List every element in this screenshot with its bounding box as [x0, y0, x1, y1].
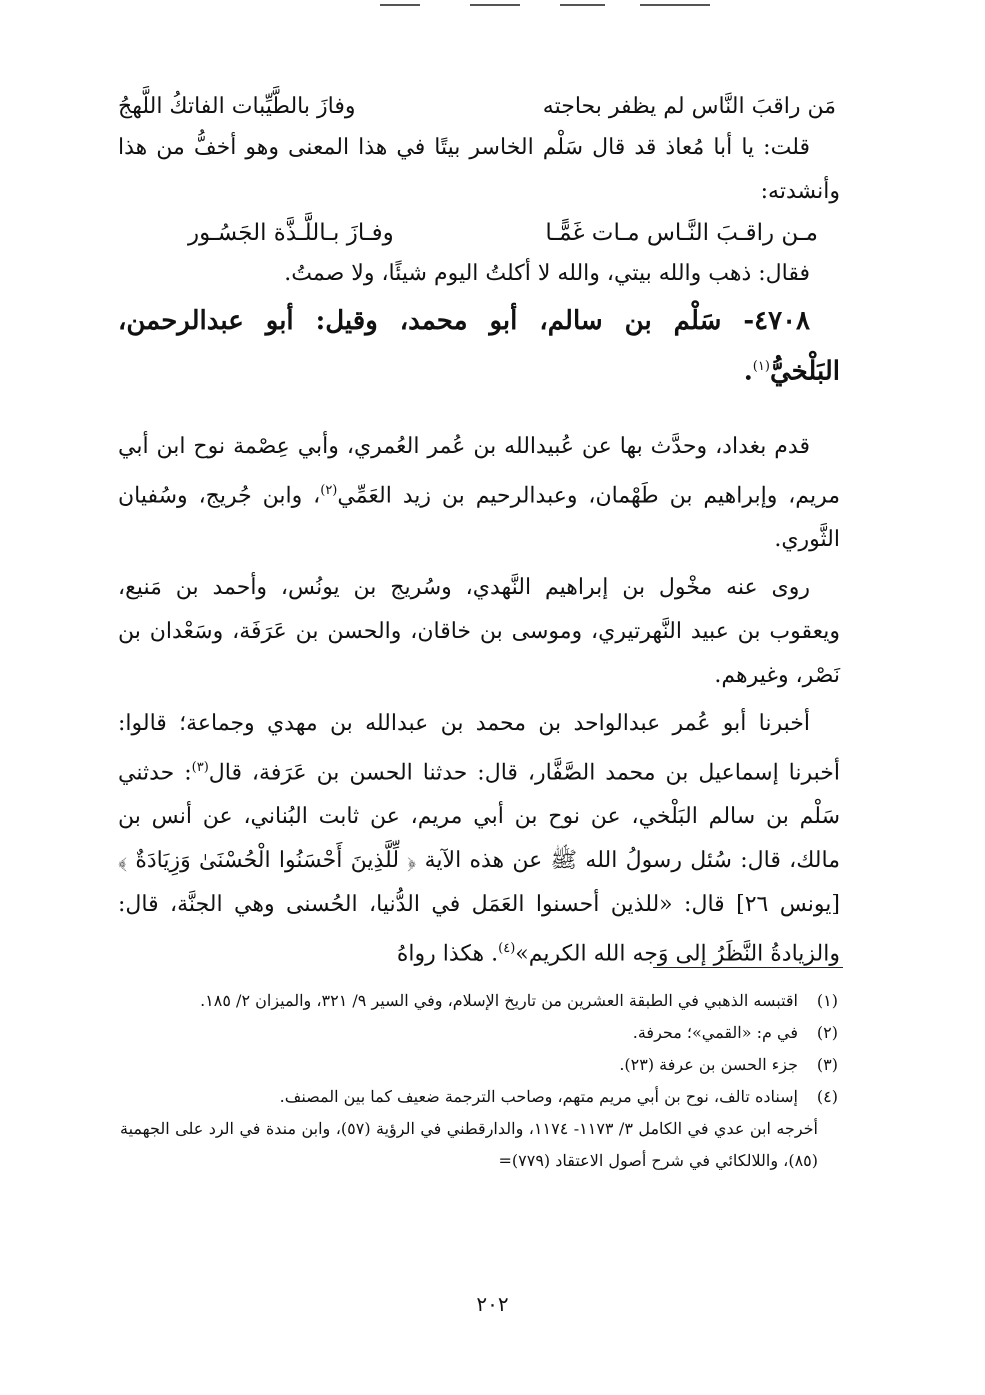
footnote-text: اقتبسه الذهبي في الطبقة العشرين من تاريخ الإسلام، وفي السير ٩/ ٣٢١، والميزان ٢/ ١٨٥.	[200, 991, 798, 1010]
main-text	[118, 88, 840, 977]
footnote-text: إسناده تالف، نوح بن أبي مريم متهم، وصاحب الترجمة ضعيف كما بين المصنف.	[279, 1087, 798, 1106]
paragraph-hadith-c: . هكذا رواهُ	[396, 941, 499, 967]
footnote-number: (٣)	[816, 1055, 838, 1074]
footnote-ref-4: (٤)	[498, 941, 516, 957]
verse-2-second-hemistich: وفـازَ بـاللَّـذَّة الجَسُـور	[188, 220, 394, 246]
paragraph-saying: قلت: يا أبا مُعاذ قد قال سَلْم الخاسر بيتًا في هذا المعنى وهو أخفُّ من هذا وأنشدته:	[118, 135, 840, 204]
footnote-3	[120, 1049, 838, 1081]
verse-1-second-hemistich: وفازَ بالطَّيِّبات الفاتكُ اللَّهجُ	[118, 94, 356, 119]
footnotes	[120, 985, 838, 1177]
page-number: ٢٠٢	[476, 1292, 509, 1316]
paragraph-hadith	[118, 702, 840, 977]
footnote-divider	[653, 967, 843, 968]
entry-heading	[118, 298, 840, 395]
footnote-number: (٤)	[816, 1087, 838, 1106]
header-rule-marks	[330, 2, 710, 8]
footnote-ref-3: (٣)	[191, 759, 209, 775]
paragraph-arrival-b: ، وابن جُريج، وسُفيان الثَّوري.	[118, 482, 840, 552]
paragraph-hadith-a: أخبرنا أبو عُمر عبدالواحد بن محمد بن عبدالله بن مهدي وجماعة؛ قالوا: أخبرنا إسماعيل بن محمد الصَّفَّار، قال: حدثنا الحسن بن عَرَفة، قال	[118, 710, 840, 786]
paragraph-narrators: روى عنه مخْول بن إبراهيم النَّهدي، وسُريج بن يونُس، وأحمد بن مَنيع، ويعقوب بن عبيد النَّهرتيري، وموسى بن خاقان، والحسن بن عَرَفَة، وسَعْدان بن نَصْر، وغيرهم.	[118, 574, 840, 688]
footnote-1	[120, 985, 838, 1017]
footnote-4-continuation: أخرجه ابن عدي في الكامل ٣/ ١١٧٣- ١١٧٤، والدارقطني في الرؤية (٥٧)، وابن مندة في الرد على الجهمية (٨٥)، واللالكائي في شرح أصول الاعتقاد (٧٧٩)=	[120, 1119, 818, 1170]
paragraph-hadith-b: : حدثني سَلْم بن سالم البَلْخي، عن نوح بن أبي مريم، عن ثابت البُناني، عن أنس بن مالك، قال: سُئل رسولُ الله ﷺ عن هذه الآية ﴿ لِّلَّذِينَ أَحْسَنُوا الْحُسْنَىٰ وَزِيَادَةٌ ﴾ [يونس ٢٦] قال: «للذين أحسنوا العَمَل في الدُّنيا، الحُسنى وهي الجنَّة، قال: والزيادةُ النَّظَرُ إلى وَجه الله الكريم»	[118, 760, 840, 967]
footnote-text: في م: «القمي»؛ محرفة.	[632, 1023, 798, 1042]
verse-1-first-hemistich: مَن راقبَ النَّاس لم يظفر بحاجته	[542, 94, 836, 119]
paragraph-arrival	[118, 425, 840, 562]
footnote-text: جزء الحسن بن عرفة (٢٣).	[619, 1055, 798, 1074]
footnote-4	[120, 1081, 838, 1113]
paragraph-arrival-a: قدم بغداد، وحدَّث بها عن عُبيدالله بن عُمر العُمري، وأبي عِصْمة نوح ابن أبي مريم، وإبراهيم بن طَهْمان، وعبدالرحيم بن زيد العَمِّي	[118, 433, 840, 508]
paragraph-reply: فقال: ذهب والله بيتي، والله لا أكلتُ اليوم شيئًا، ولا صمتُ.	[284, 261, 810, 286]
footnote-ref-2: (٢)	[320, 482, 338, 498]
footnote-number: (٢)	[816, 1023, 838, 1042]
footnote-2	[120, 1017, 838, 1049]
poem-verse-2	[188, 214, 818, 252]
entry-heading-end: .	[743, 356, 753, 387]
footnote-number: (١)	[816, 991, 838, 1010]
verse-2-first-hemistich: مـن راقـبَ النَّـاس مـات غَمًّـا	[545, 220, 818, 246]
entry-heading-text: ٤٧٠٨- سَلْم بن سالم، أبو محمد، وقيل: أبو عبدالرحمن، البَلْخيُّ	[118, 306, 840, 387]
poem-verse-1	[118, 88, 840, 126]
footnote-ref-1: (١)	[752, 359, 770, 374]
